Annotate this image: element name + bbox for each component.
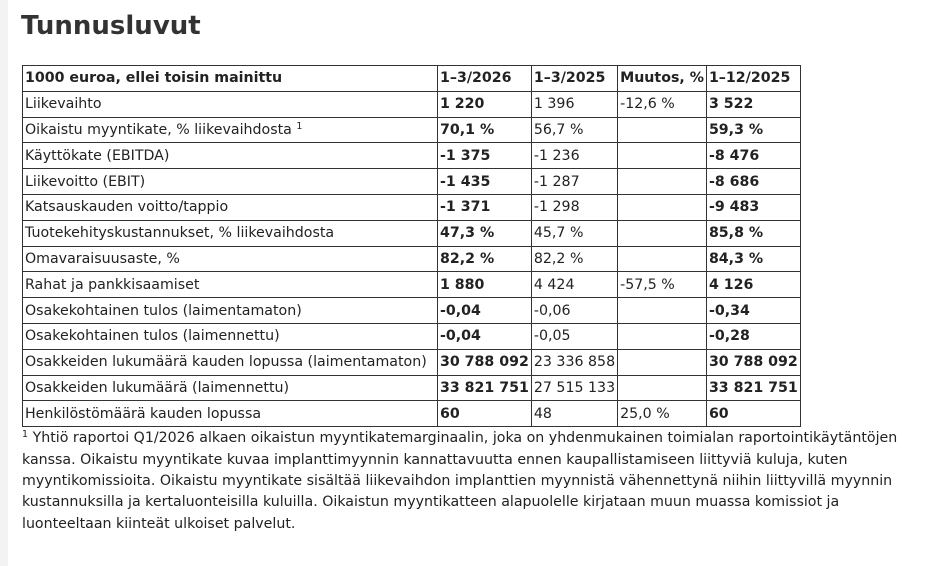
- table-row: [23, 194, 801, 220]
- row-label-cell: [23, 349, 438, 375]
- value-change: [618, 143, 707, 169]
- value-change: [618, 375, 707, 401]
- table-row: [23, 220, 801, 246]
- table-row: [23, 401, 801, 427]
- row-label-cell: [23, 91, 438, 117]
- row-label: Osakkeiden lukumäärä (laimennettu): [25, 379, 290, 396]
- value-q1-2026: -1 435: [438, 169, 532, 195]
- table-row: [23, 375, 801, 401]
- value-fy-2025: 60: [706, 401, 800, 427]
- table-row: [23, 349, 801, 375]
- table-row: [23, 323, 801, 349]
- value-q1-2026: 1 220: [438, 91, 532, 117]
- value-change: [618, 169, 707, 195]
- value-fy-2025: -9 483: [706, 194, 800, 220]
- value-change: [618, 349, 707, 375]
- value-q1-2025: -1 298: [531, 194, 617, 220]
- value-q1-2025: 82,2 %: [531, 246, 617, 272]
- value-fy-2025: -8 476: [706, 143, 800, 169]
- key-figures-table: [22, 65, 801, 427]
- row-label-cell: [23, 246, 438, 272]
- value-change: 25,0 %: [618, 401, 707, 427]
- value-q1-2025: 1 396: [531, 91, 617, 117]
- value-fy-2025: 33 821 751: [706, 375, 800, 401]
- value-q1-2026: 30 788 092: [438, 349, 532, 375]
- value-change: -57,5 %: [618, 272, 707, 298]
- header-q1-2026: 1–3/2026: [438, 66, 532, 92]
- row-label-cell: [23, 375, 438, 401]
- table-row: [23, 117, 801, 143]
- value-fy-2025: 3 522: [706, 91, 800, 117]
- table-row: [23, 272, 801, 298]
- value-change: [618, 246, 707, 272]
- value-q1-2026: 60: [438, 401, 532, 427]
- row-label: Liikevaihto: [25, 96, 102, 113]
- row-label-cell: [23, 220, 438, 246]
- value-q1-2026: -1 371: [438, 194, 532, 220]
- value-q1-2026: 82,2 %: [438, 246, 532, 272]
- value-q1-2025: 27 515 133: [531, 375, 617, 401]
- row-label-cell: [23, 117, 438, 143]
- value-q1-2025: -1 287: [531, 169, 617, 195]
- table-row: [23, 143, 801, 169]
- row-label-cell: [23, 298, 438, 324]
- row-label-cell: [23, 323, 438, 349]
- left-edge-strip: [0, 0, 8, 566]
- value-fy-2025: 30 788 092: [706, 349, 800, 375]
- row-label: Käyttökate (EBITDA): [25, 147, 170, 164]
- row-label-cell: [23, 401, 438, 427]
- value-fy-2025: -0,28: [706, 323, 800, 349]
- row-label: Henkilöstömäärä kauden lopussa: [25, 405, 262, 422]
- row-label: Omavaraisuusaste, %: [25, 250, 180, 267]
- value-fy-2025: 84,3 %: [706, 246, 800, 272]
- table-row: [23, 91, 801, 117]
- value-fy-2025: -8 686: [706, 169, 800, 195]
- value-fy-2025: -0,34: [706, 298, 800, 324]
- value-q1-2026: -0,04: [438, 323, 532, 349]
- footnote-marker: 1: [22, 429, 29, 441]
- value-q1-2026: 1 880: [438, 272, 532, 298]
- header-q1-2025: 1–3/2025: [531, 66, 617, 92]
- value-change: [618, 323, 707, 349]
- header-change: Muutos, %: [618, 66, 707, 92]
- table-body: [23, 91, 801, 426]
- value-change: [618, 117, 707, 143]
- value-change: -12,6 %: [618, 91, 707, 117]
- row-label: Liikevoitto (EBIT): [25, 173, 146, 190]
- value-fy-2025: 59,3 %: [706, 117, 800, 143]
- value-q1-2026: 33 821 751: [438, 375, 532, 401]
- row-label: Tuotekehityskustannukset, % liikevaihdosta: [25, 225, 335, 242]
- value-q1-2025: 23 336 858: [531, 349, 617, 375]
- value-q1-2026: -0,04: [438, 298, 532, 324]
- value-change: [618, 298, 707, 324]
- value-q1-2025: 45,7 %: [531, 220, 617, 246]
- row-label: Oikaistu myyntikate, % liikevaihdosta: [25, 121, 292, 138]
- value-q1-2025: -0,06: [531, 298, 617, 324]
- row-label: Osakekohtainen tulos (laimennettu): [25, 328, 280, 345]
- row-label-cell: [23, 272, 438, 298]
- footnote-text: Yhtiö raportoi Q1/2026 alkaen oikaistun myyntikatemarginaalin, joka on yhdenmukainen toimialan raportointikäytäntöjen kanssa. Oikaistu myyntikate kuvaa implanttimyynnin kannattavuutta ennen kaupallistamiseen liittyviä kuluja, kuten myyntikomissioita. Oikaistu myyntikate sisältää liikevaihdon implanttien myynnistä vähennettynä niihin liittyvillä myynnin kustannuksilla ja kertaluonteisilla kuluilla. Oikaistun myyntikatteen alapuolelle kirjataan muun muassa komissiot ja luonteeltaan kiinteät ulkoiset palvelut.: [22, 430, 898, 532]
- value-q1-2025: -1 236: [531, 143, 617, 169]
- table-row: [23, 298, 801, 324]
- value-q1-2026: 70,1 %: [438, 117, 532, 143]
- value-q1-2026: 47,3 %: [438, 220, 532, 246]
- value-q1-2025: 4 424: [531, 272, 617, 298]
- value-change: [618, 194, 707, 220]
- value-fy-2025: 4 126: [706, 272, 800, 298]
- value-q1-2025: 48: [531, 401, 617, 427]
- footnote-reference: 1: [296, 120, 303, 132]
- value-q1-2025: -0,05: [531, 323, 617, 349]
- value-q1-2026: -1 375: [438, 143, 532, 169]
- header-unit-note: 1000 euroa, ellei toisin mainittu: [23, 66, 438, 92]
- row-label-cell: [23, 194, 438, 220]
- footnote: [22, 428, 922, 535]
- value-change: [618, 220, 707, 246]
- value-q1-2025: 56,7 %: [531, 117, 617, 143]
- row-label: Rahat ja pankkisaamiset: [25, 276, 200, 293]
- page-title: Tunnusluvut: [21, 11, 201, 41]
- table-row: [23, 169, 801, 195]
- row-label: Katsauskauden voitto/tappio: [25, 199, 229, 216]
- row-label: Osakkeiden lukumäärä kauden lopussa (laimentamaton): [25, 354, 427, 371]
- key-figures-section: [21, 8, 921, 535]
- row-label-cell: [23, 169, 438, 195]
- table-row: [23, 246, 801, 272]
- row-label: Osakekohtainen tulos (laimentamaton): [25, 302, 302, 319]
- row-label-cell: [23, 143, 438, 169]
- header-fy-2025: 1–12/2025: [706, 66, 800, 92]
- table-header-row: [23, 66, 801, 92]
- value-fy-2025: 85,8 %: [706, 220, 800, 246]
